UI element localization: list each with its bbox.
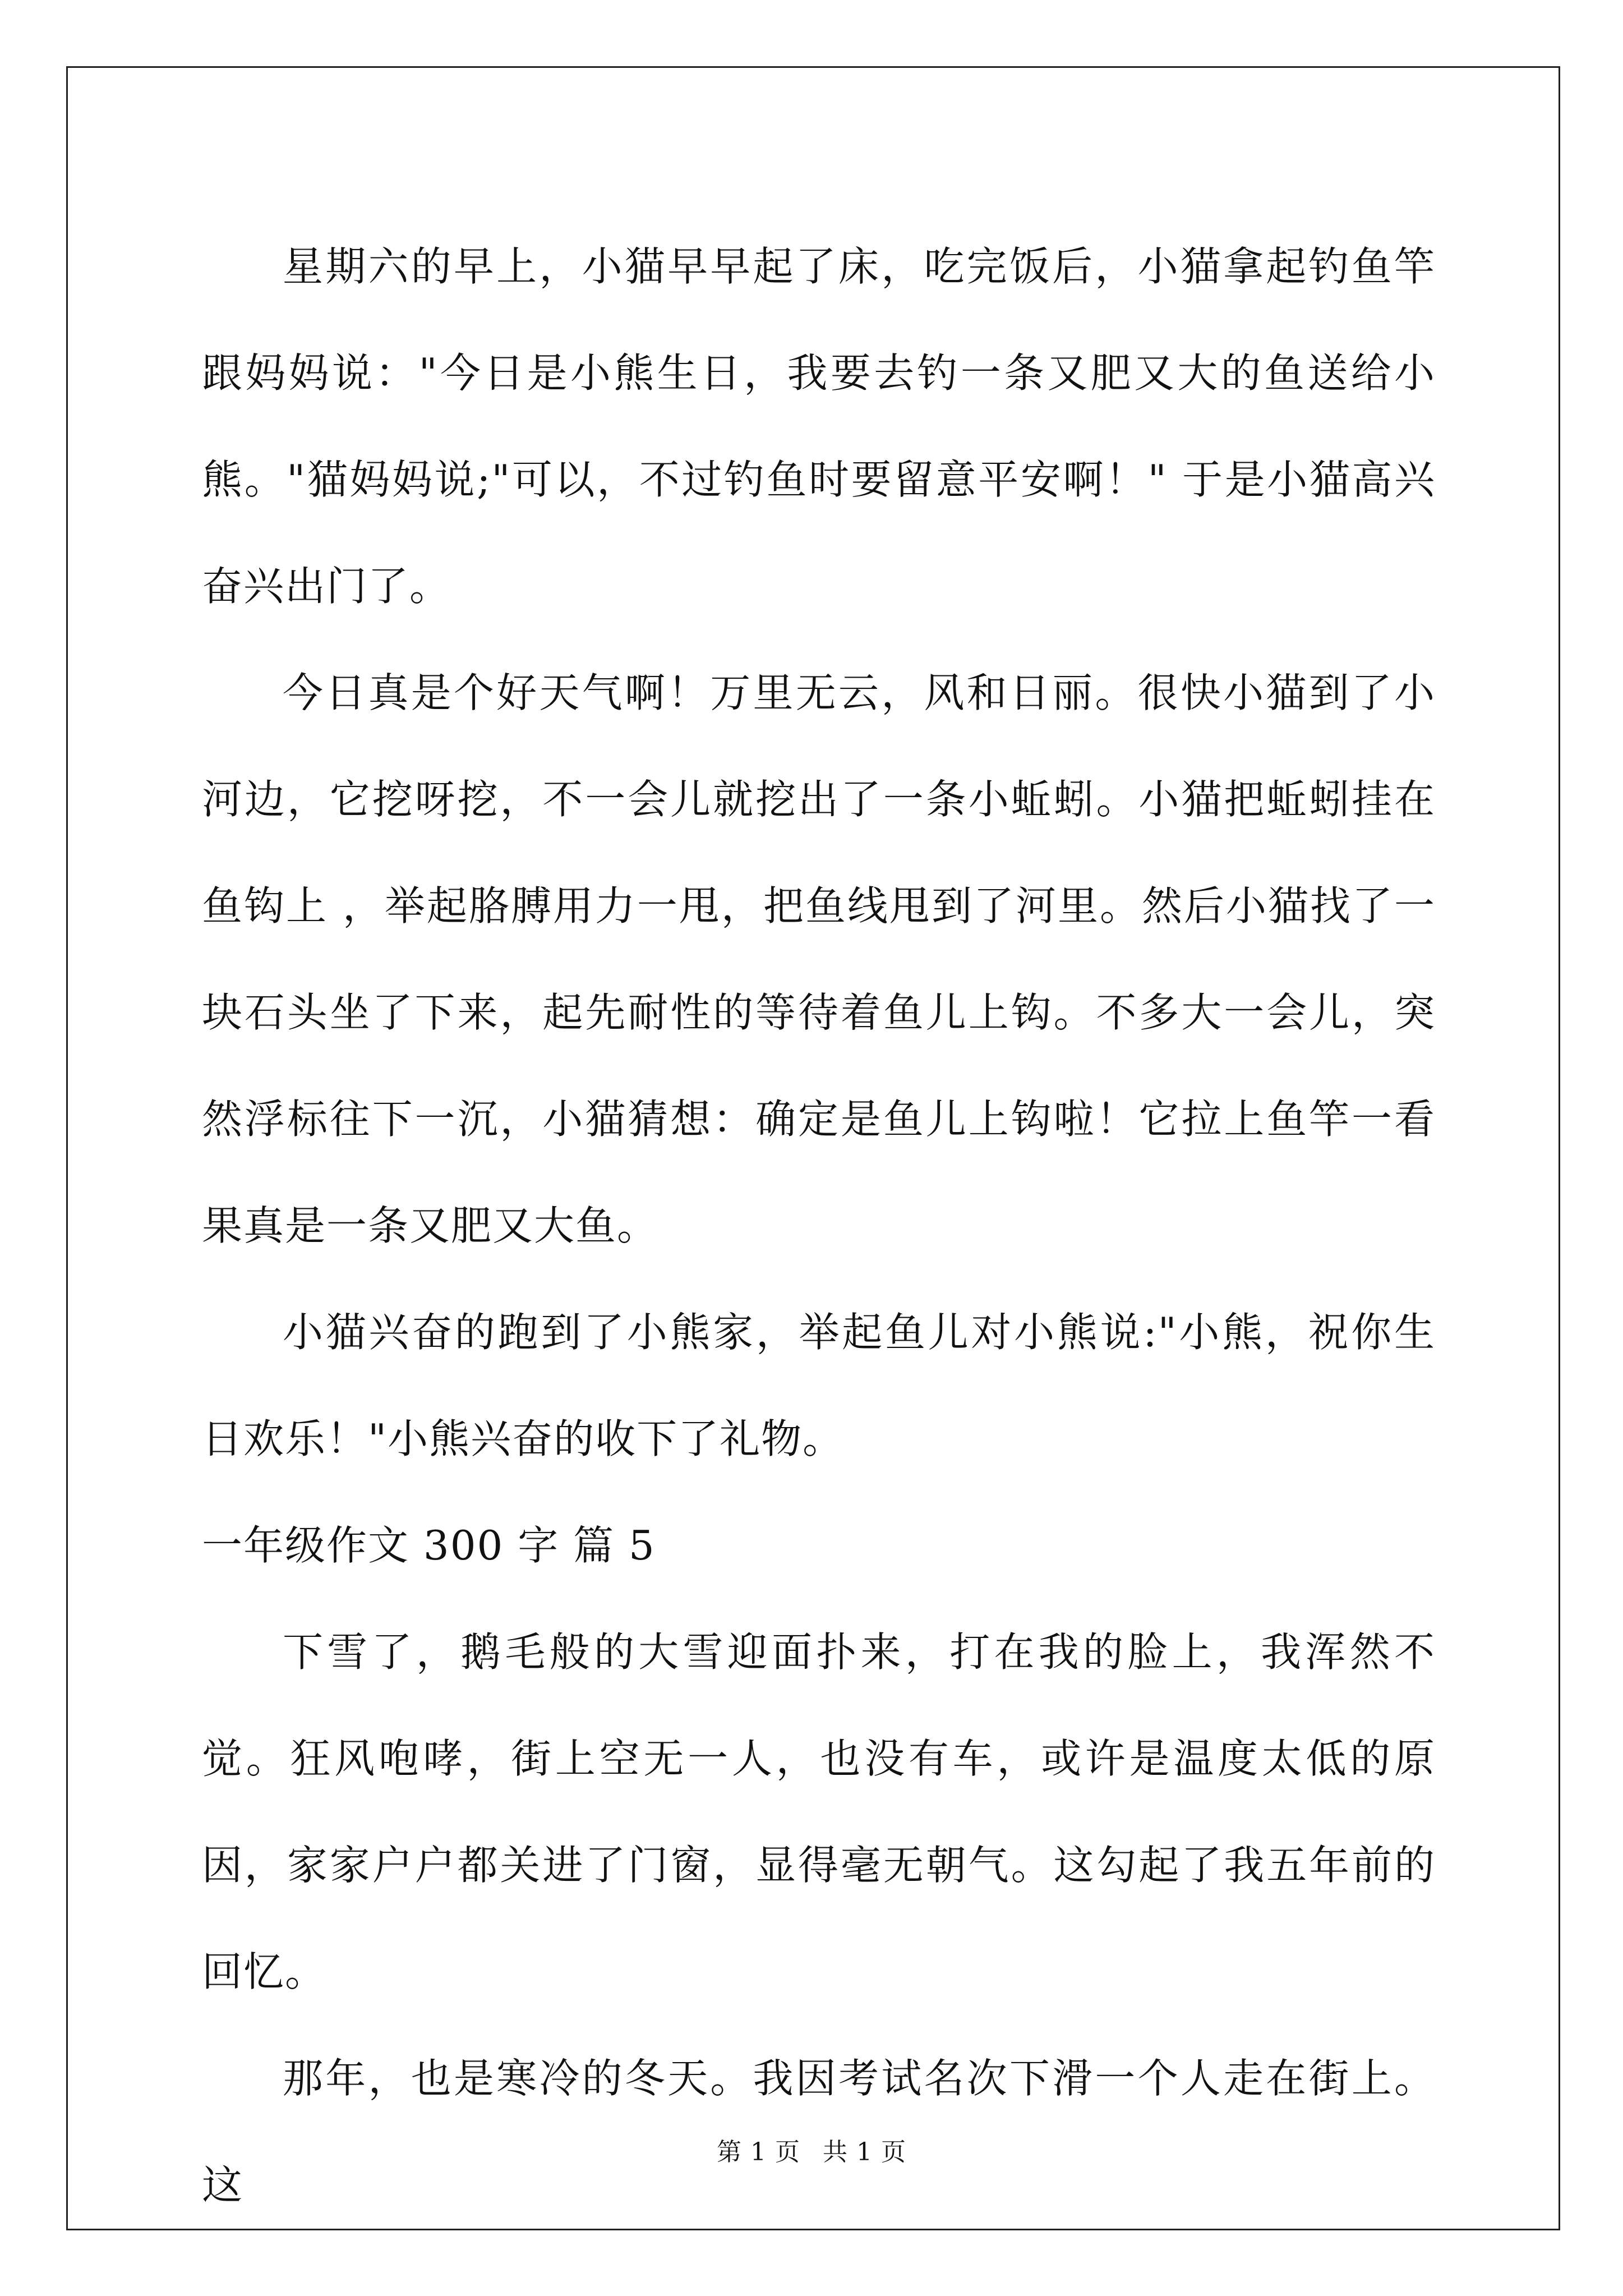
paragraph: 今日真是个好天气啊！万里无云，风和日丽。很快小猫到了小河边，它挖呀挖，不一会儿就挖出了一条小蚯蚓。小猫把蚯蚓挂在鱼钩上 ，举起胳膊用力一甩，把鱼线甩到了河里。然后小猫找了一块石头坐了下来，起先耐性的等待着鱼儿上钩。不多大一会儿，突然浮标往下一沉，小猫猜想：确定是鱼儿上钩啦！它拉上鱼竿一看果真是一条又肥又大鱼。 [202, 669, 1436, 1249]
page-total: 共 1 页 [823, 2138, 906, 2166]
paragraph: 小猫兴奋的跑到了小熊家，举起鱼儿对小熊说:"小熊，祝你生日欢乐！"小熊兴奋的收下了礼物。 [202, 1309, 1436, 1462]
paragraph: 那年，也是寒冷的冬天。我因考试名次下滑一个人走在街上。这 [202, 2055, 1436, 2208]
page-number: 第 1 页 [717, 2138, 800, 2166]
section-heading: 一年级作文 300 字 篇 5 [202, 1522, 656, 1569]
page-footer [0, 2132, 1623, 2168]
paragraph: 星期六的早上，小猫早早起了床，吃完饭后，小猫拿起钓鱼竿跟妈妈说："今日是小熊生日，我要去钓一条又肥又大的鱼送给小熊。"猫妈妈说;"可以，不过钓鱼时要留意平安啊！" 于是小猫高兴奋兴出门了。 [202, 243, 1436, 610]
document-body [202, 213, 1436, 2238]
paragraph: 下雪了，鹅毛般的大雪迎面扑来，打在我的脸上，我浑然不觉。狂风咆哮，街上空无一人，也没有车，或许是温度太低的原因，家家户户都关进了门窗，显得毫无朝气。这勾起了我五年前的回忆。 [202, 1628, 1436, 1995]
